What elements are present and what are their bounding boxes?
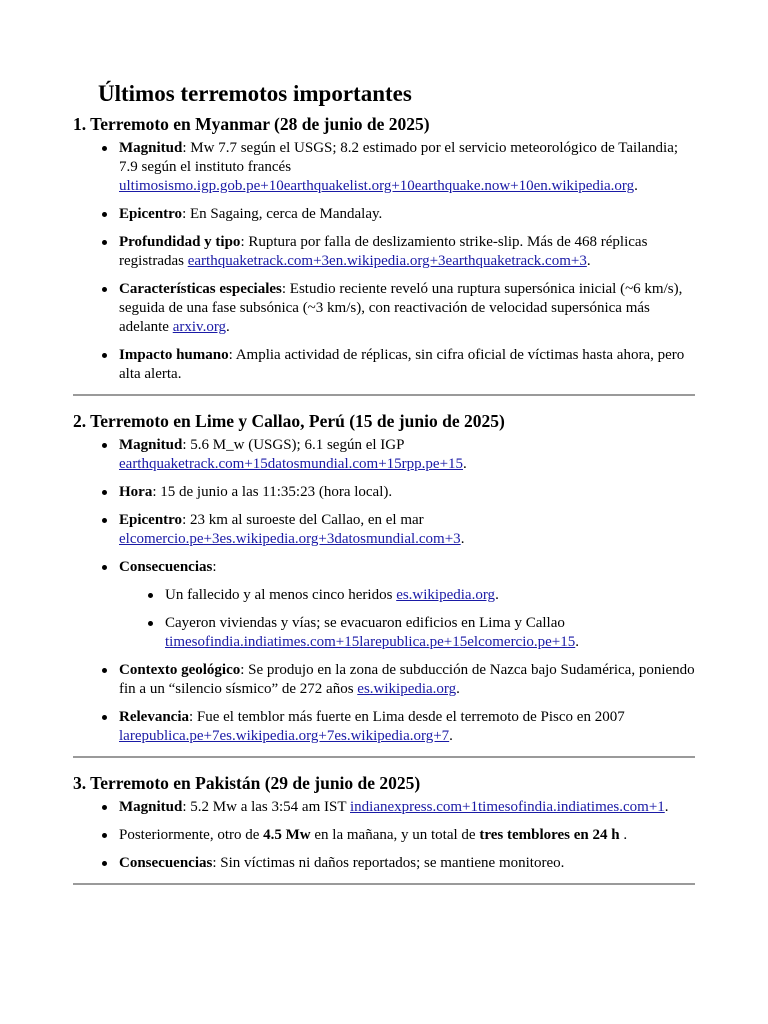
sub-list-item [165, 586, 695, 605]
source-link[interactable]: es.wikipedia.org [357, 681, 457, 697]
item-end: . [575, 634, 580, 650]
section-divider [73, 394, 695, 396]
item-label: Profundidad y tipo [119, 234, 241, 250]
item-label: Magnitud [119, 799, 183, 815]
item-end: . [619, 827, 628, 843]
source-link[interactable]: earthquaketrack.com+15datosmundial.com+15rpp.pe+15 [119, 456, 464, 472]
item-label: Hora [119, 484, 153, 500]
list-item-epicentro [119, 511, 695, 549]
section-peru [73, 410, 695, 746]
bullet-list [73, 139, 695, 384]
item-text: : Sin víctimas ni daños reportados; se mantiene monitoreo. [212, 855, 565, 871]
list-item-magnitud [119, 798, 695, 817]
list-item-hora [119, 483, 695, 502]
section-heading: 3. Terremoto en Pakistán (29 de junio de 2025) [73, 773, 421, 793]
sub-list-item [165, 614, 695, 652]
item-label: Epicentro [119, 206, 183, 222]
item-text: : 5.6 M_w (USGS); 6.1 según el IGP [182, 437, 404, 453]
page-title: Últimos terremotos importantes [98, 81, 412, 106]
list-item-caracteristicas [119, 280, 695, 337]
section-heading: 1. Terremoto en Myanmar (28 de junio de 2025) [73, 114, 430, 134]
list-item-posterior [119, 826, 695, 845]
list-item-profundidad [119, 233, 695, 271]
item-label: Magnitud [119, 437, 183, 453]
item-end: . [226, 319, 230, 335]
item-text: : En Sagaing, cerca de Mandalay. [182, 206, 383, 222]
item-text: : 5.2 Mw a las 3:54 am IST [182, 799, 350, 815]
item-label: Consecuencias [119, 855, 213, 871]
item-text: : Se produjo en la zona de subducción de Nazca bajo Sudamérica, poniendo fin a un “silencio sísmico” de 272 años [119, 662, 695, 697]
item-end: . [449, 728, 453, 744]
list-item-magnitud [119, 139, 695, 196]
source-link[interactable]: indianexpress.com+1timesofindia.indiatimes.com+1 [350, 799, 665, 815]
item-end: . [463, 456, 467, 472]
bullet-list [73, 798, 695, 873]
list-item-consecuencias [119, 558, 695, 652]
item-text: : Fue el temblor más fuerte en Lima desde el terremoto de Pisco en 2007 [188, 709, 625, 725]
item-text: : Amplia actividad de réplicas, sin cifra oficial de víctimas hasta ahora, pero alta alerta. [119, 347, 685, 382]
section-pakistan [73, 772, 695, 873]
list-item-epicentro [119, 205, 695, 224]
source-link[interactable]: timesofindia.indiatimes.com+15larepublica.pe+15elcomercio.pe+15 [165, 634, 576, 650]
item-text: Cayeron viviendas y vías; se evacuaron edificios en Lima y Callao [165, 615, 565, 631]
section-myanmar [73, 113, 695, 384]
item-end: . [634, 178, 638, 194]
item-end: . [460, 531, 465, 547]
list-item-impacto [119, 346, 695, 384]
item-label: Relevancia [119, 709, 189, 725]
source-link[interactable]: es.wikipedia.org [396, 587, 496, 603]
item-end: . [586, 253, 591, 269]
source-link[interactable]: elcomercio.pe+3es.wikipedia.org+3datosmundial.com+3 [119, 531, 461, 547]
item-label: Magnitud [119, 140, 183, 156]
source-link[interactable]: ultimosismo.igp.gob.pe+10earthquakelist.org+10earthquake.now+10en.wikipedia.org [119, 178, 635, 194]
list-item-relevancia [119, 708, 695, 746]
item-label: Epicentro [119, 512, 183, 528]
item-bold: 4.5 Mw [263, 827, 311, 843]
item-text: : Mw 7.7 según el USGS; 8.2 estimado por el servicio meteorológico de Tailandia; 7.9 según el instituto francés [119, 140, 679, 175]
document [73, 80, 695, 899]
item-text: : Estudio reciente reveló una ruptura supersónica inicial (~6 km/s), seguida de una fase subsónica (~3 km/s), con reactivación de velocidad supersónica más adelante [119, 281, 683, 335]
item-label: Consecuencias [119, 559, 213, 575]
list-item-contexto [119, 661, 695, 699]
source-link[interactable]: earthquaketrack.com+3en.wikipedia.org+3earthquaketrack.com+3 [187, 253, 587, 269]
item-text: : 15 de junio a las 11:35:23 (hora local). [152, 484, 393, 500]
item-label: Contexto geológico [119, 662, 241, 678]
section-heading: 2. Terremoto en Lime y Callao, Perú (15 de junio de 2025) [73, 411, 505, 431]
item-label: Impacto humano [119, 347, 229, 363]
list-item-magnitud [119, 436, 695, 474]
section-divider [73, 883, 695, 885]
source-link[interactable]: arxiv.org [172, 319, 227, 335]
item-bold: tres temblores en 24 h [479, 827, 620, 843]
item-text: Posteriormente, otro de [119, 827, 264, 843]
list-item-consecuencias [119, 854, 695, 873]
item-end: . [664, 799, 669, 815]
bullet-list [73, 436, 695, 746]
item-end: . [456, 681, 460, 697]
source-link[interactable]: larepublica.pe+7es.wikipedia.org+7es.wikipedia.org+7 [119, 728, 450, 744]
item-text: : Ruptura por falla de deslizamiento strike-slip. Más de 468 réplicas registradas [119, 234, 648, 269]
item-label: Características especiales [119, 281, 282, 297]
item-text: : [212, 559, 217, 575]
item-text: : 23 km al suroeste del Callao, en el mar [182, 512, 424, 528]
sub-bullet-list [119, 586, 695, 652]
item-text: en la mañana, y un total de [310, 827, 480, 843]
item-text: Un fallecido y al menos cinco heridos [165, 587, 397, 603]
section-divider [73, 756, 695, 758]
item-end: . [495, 587, 499, 603]
